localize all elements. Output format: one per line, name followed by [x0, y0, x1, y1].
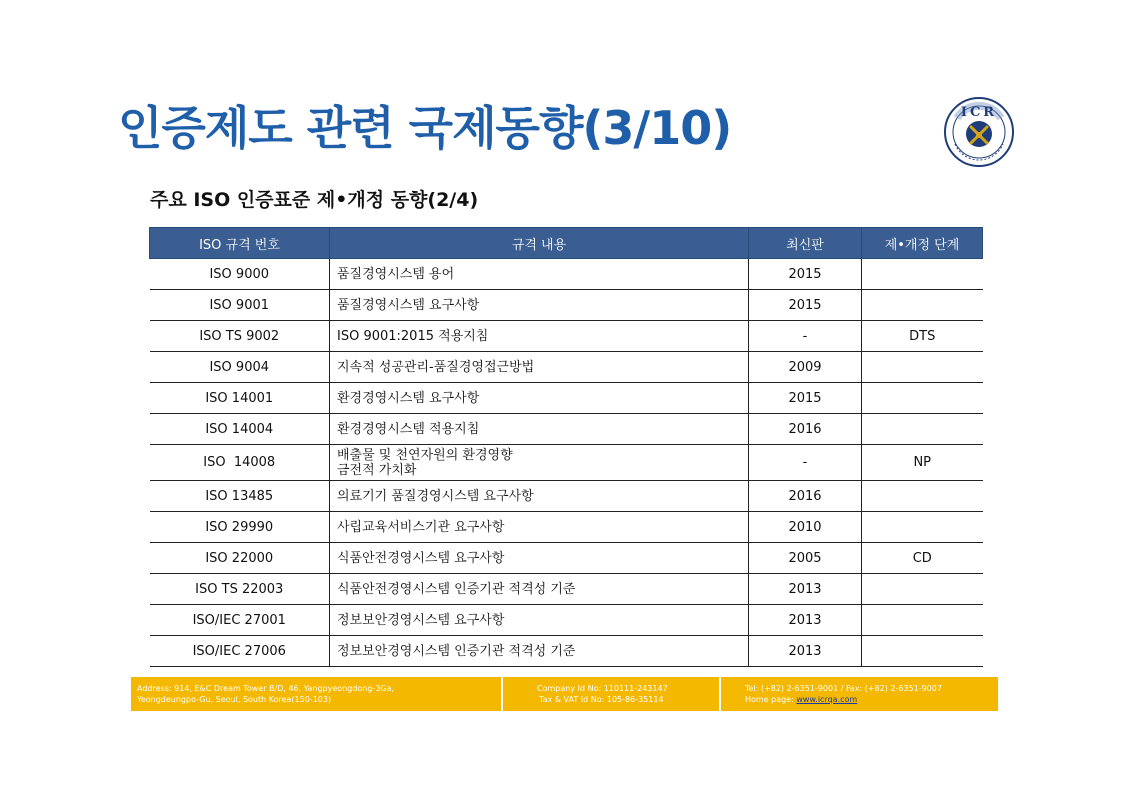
cell-code: ISO 9000	[150, 259, 330, 290]
cell-name-line1: 배출물 및 천연자원의 환경영향	[337, 447, 513, 463]
footer-divider	[719, 677, 721, 711]
cell-code: ISO/IEC 27001	[150, 605, 330, 636]
cell-edition: 2009	[749, 352, 862, 383]
cell-edition: 2013	[749, 574, 862, 605]
table-row	[150, 259, 983, 290]
homepage-link[interactable]: www.icrqa.com	[796, 695, 858, 704]
cell-name	[330, 445, 749, 481]
cell-code: ISO/IEC 27006	[150, 636, 330, 667]
cell-code: ISO TS 22003	[150, 574, 330, 605]
cell-name: ISO 9001:2015 적용지침	[330, 321, 749, 352]
cell-code: ISO 22000	[150, 543, 330, 574]
cell-stage	[862, 290, 983, 321]
icr-seal-icon	[943, 96, 1015, 168]
table-row	[150, 605, 983, 636]
cell-code: ISO 13485	[150, 481, 330, 512]
cell-code: ISO 14001	[150, 383, 330, 414]
cell-name: 식품안전경영시스템 인증기관 적격성 기준	[330, 574, 749, 605]
cell-name-line2: 금전적 가치화	[337, 462, 417, 478]
cell-code: ISO 14008	[150, 445, 330, 481]
cell-name: 지속적 성공관리-품질경영접근방법	[330, 352, 749, 383]
cell-edition: 2016	[749, 414, 862, 445]
cell-stage	[862, 605, 983, 636]
page-title: 인증제도 관련 국제동향(3/10)	[118, 101, 732, 155]
svg-text:ICR: ICR	[960, 105, 998, 120]
cell-stage	[862, 636, 983, 667]
table-row	[150, 321, 983, 352]
table-row	[150, 512, 983, 543]
cell-edition: 2013	[749, 636, 862, 667]
table-header-row	[150, 228, 983, 259]
cell-stage: NP	[862, 445, 983, 481]
table-row	[150, 543, 983, 574]
cell-stage	[862, 352, 983, 383]
cell-name: 식품안전경영시스템 요구사항	[330, 543, 749, 574]
header-iso-code: ISO 규격 번호	[150, 228, 330, 259]
footer-homepage	[745, 695, 857, 705]
cell-stage	[862, 574, 983, 605]
table-row	[150, 352, 983, 383]
cell-name: 환경경영시스템 요구사항	[330, 383, 749, 414]
footer-address-line1: Address: 914, E&C Dream Tower B/D, 46, Yangpyeongdong-3Ga,	[137, 684, 395, 693]
footer-company-id: Company Id No: 110111-243147	[537, 684, 668, 693]
footer-tax-id: Tax & VAT Id No: 105-86-35114	[539, 695, 664, 704]
cell-code: ISO 29990	[150, 512, 330, 543]
cell-stage: DTS	[862, 321, 983, 352]
cell-code: ISO 9004	[150, 352, 330, 383]
cell-code: ISO TS 9002	[150, 321, 330, 352]
cell-edition: 2010	[749, 512, 862, 543]
cell-name: 사립교육서비스기관 요구사항	[330, 512, 749, 543]
table-row	[150, 414, 983, 445]
cell-edition: -	[749, 321, 862, 352]
cell-edition: 2005	[749, 543, 862, 574]
cell-edition: 2015	[749, 259, 862, 290]
cell-stage	[862, 512, 983, 543]
cell-name: 의료기기 품질경영시스템 요구사항	[330, 481, 749, 512]
table-row	[150, 383, 983, 414]
cell-edition: 2015	[749, 383, 862, 414]
footer-divider	[501, 677, 503, 711]
cell-stage	[862, 414, 983, 445]
header-latest-edition: 최신판	[749, 228, 862, 259]
footer-tel-fax: Tel: (+82) 2-6351-9001 / Fax: (+82) 2-6351-9007	[745, 684, 942, 693]
footer-bar	[131, 677, 998, 711]
cell-stage	[862, 383, 983, 414]
cell-name: 정보보안경영시스템 요구사항	[330, 605, 749, 636]
section-subtitle: 주요 ISO 인증표준 제•개정 동향(2/4)	[150, 189, 479, 211]
cell-stage: CD	[862, 543, 983, 574]
header-content: 규격 내용	[330, 228, 749, 259]
cell-edition: -	[749, 445, 862, 481]
cell-edition: 2013	[749, 605, 862, 636]
cell-stage	[862, 481, 983, 512]
cell-name: 환경경영시스템 적용지침	[330, 414, 749, 445]
header-revision-stage: 제•개정 단계	[862, 228, 983, 259]
table-row	[150, 445, 983, 481]
cell-code: ISO 9001	[150, 290, 330, 321]
cell-name: 품질경영시스템 용어	[330, 259, 749, 290]
cell-edition: 2016	[749, 481, 862, 512]
table-row	[150, 574, 983, 605]
table-row	[150, 290, 983, 321]
footer-homepage-label: Home page:	[745, 695, 797, 704]
footer-address-line2: Yeongdeungpo-Gu, Seoul, South Korea(150-103)	[137, 695, 332, 704]
table-row	[150, 636, 983, 667]
cell-stage	[862, 259, 983, 290]
cell-edition: 2015	[749, 290, 862, 321]
table-row	[150, 481, 983, 512]
cell-name: 품질경영시스템 요구사항	[330, 290, 749, 321]
cell-code: ISO 14004	[150, 414, 330, 445]
iso-standards-table	[149, 227, 983, 667]
cell-name: 정보보안경영시스템 인증기관 적격성 기준	[330, 636, 749, 667]
